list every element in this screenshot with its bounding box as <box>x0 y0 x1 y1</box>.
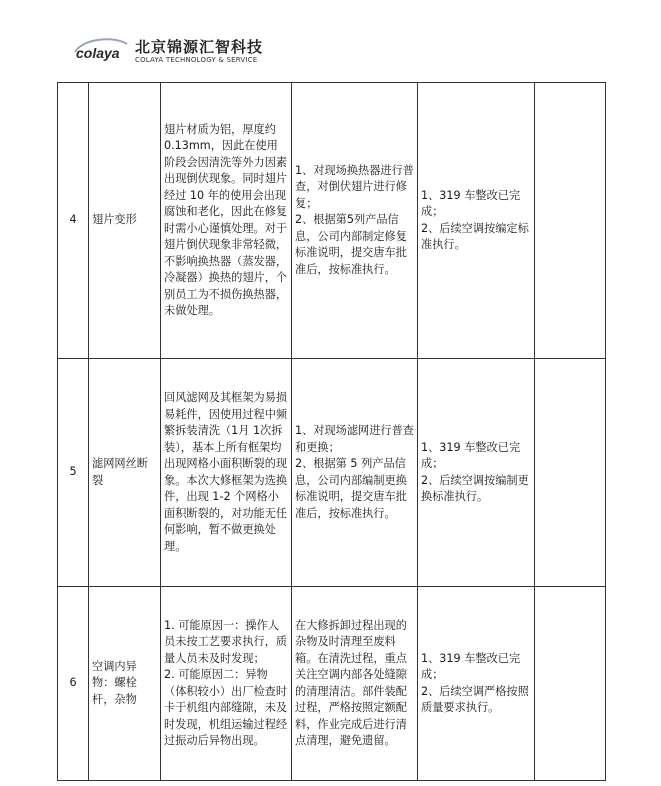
row-number: 5 <box>58 359 89 587</box>
cause-analysis: 翅片材质为铝，厚度约 0.13mm，因此在使用阶段会因清洗等外力因素出现倒伏现象。同时翅片经过 10 年的使用会出现腐蚀和老化，因此在修复时需小心谨慎处理。对于翅片倒伏现象非常轻微，不影响换热器（蒸发器，冷凝器）换热的翅片，个别员工为不损伤换热器，未做处理。 <box>161 83 292 359</box>
rectification-result: 1、319 车整改已完成； 2、后续空调严格按照质量要求执行。 <box>418 587 535 781</box>
company-name-cn: 北京锦源汇智科技 <box>135 38 264 56</box>
row-number: 6 <box>58 587 89 781</box>
cause-analysis: 1. 可能原因一：操作人员未按工艺要求执行，质量人员未及时发现； 2. 可能原因二：异物（体积较小）出厂检查时卡于机组内部缝隙，未及时发现，机组运输过程经过振动后异物出现。 <box>161 587 292 781</box>
remarks-cell <box>535 83 606 359</box>
colaya-logo <box>73 34 129 64</box>
issue-item: 滤网网丝断裂 <box>89 359 161 587</box>
rectification-result: 1、319 车整改已完成； 2、后续空调按编定标准执行。 <box>418 83 535 359</box>
corrective-measures: 1、对现场换热器进行普查，对倒伏翅片进行修复； 2、根据第5列产品信息，公司内部制定修复标准说明，提交唐车批准后，按标准执行。 <box>292 83 418 359</box>
remarks-cell <box>535 587 606 781</box>
rectification-result: 1、319 车整改已完成； 2、后续空调按编制更换标准执行。 <box>418 359 535 587</box>
logo-text: colaya <box>76 45 120 61</box>
rectification-table <box>57 82 606 781</box>
corrective-measures: 在大修拆卸过程出现的杂物及时清理至废料箱。在清洗过程，重点关注空调内部各处缝隙的清理清洁。部件装配过程，严格按照定额配料，作业完成后进行清点清理，避免遗留。 <box>292 587 418 781</box>
row-number: 4 <box>58 83 89 359</box>
table-row <box>58 83 606 359</box>
company-name-en: COLAYA TECHNOLOGY & SERVICE <box>135 56 258 64</box>
table-row <box>58 587 606 781</box>
table-row <box>58 359 606 587</box>
cause-analysis: 回风滤网及其框架为易损易耗件，因使用过程中频繁拆装清洗（1月 1次拆装），基本上所有框架均出现网格小面积断裂的现象。本次大修框架为选换件，出现 1-2 个网格小面积断裂的，对功能无任何影响，暂不做更换处理。 <box>161 359 292 587</box>
issue-item: 翅片变形 <box>89 83 161 359</box>
corrective-measures: 1、对现场滤网进行普查和更换； 2、根据第 5 列产品信息，公司内部编制更换标准说明，提交唐车批准后，按标准执行。 <box>292 359 418 587</box>
issue-item: 空调内异物：螺栓杆，杂物 <box>89 587 161 781</box>
remarks-cell <box>535 359 606 587</box>
letterhead <box>73 34 373 68</box>
